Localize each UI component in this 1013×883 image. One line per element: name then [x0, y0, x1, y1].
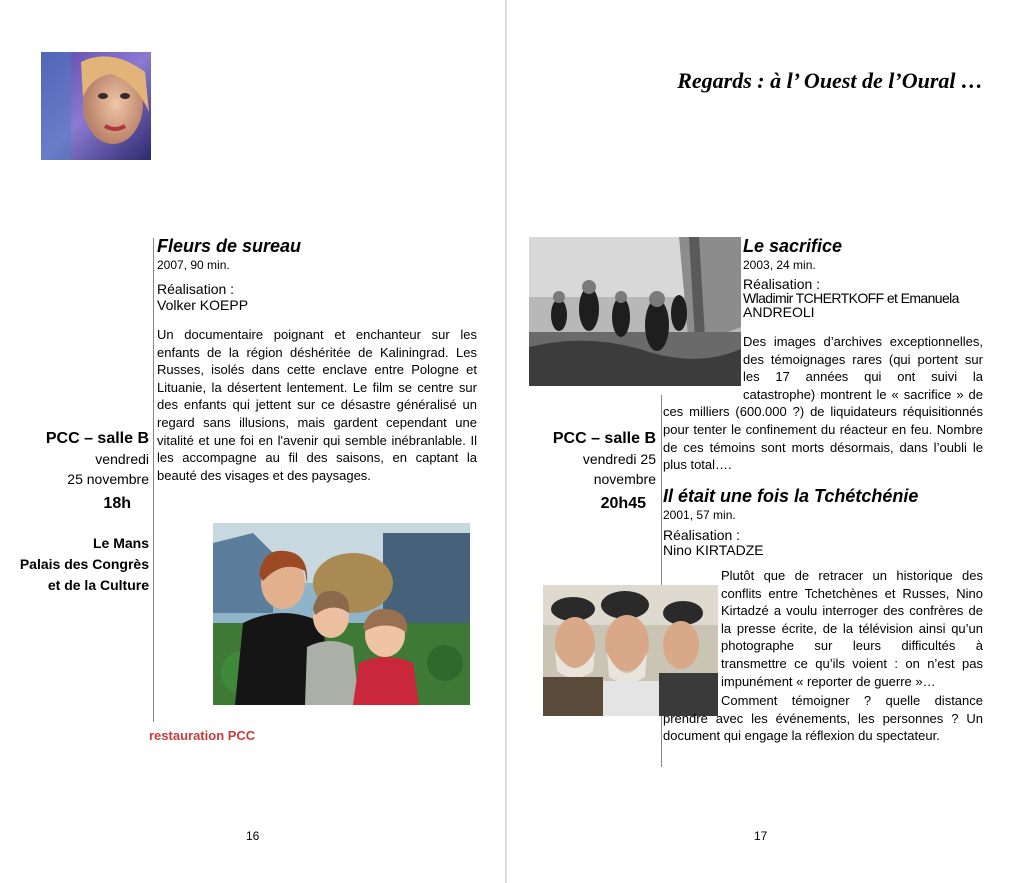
film1-synopsis [663, 333, 983, 474]
realisation-label: Réalisation : [157, 281, 235, 297]
left-page [0, 0, 505, 883]
film2-title: Il était une fois la Tchétchénie [663, 486, 919, 506]
screening-day-right: vendredi 25 [582, 451, 656, 467]
screening-place-line1: Palais des Congrès [19, 556, 149, 572]
right-page [507, 0, 1013, 883]
restauration-note: restauration PCC [149, 728, 256, 743]
film2-block [663, 486, 983, 558]
film-synopsis: Un documentaire poignant et enchanteur sur les enfants de la région déshéritée de Kaliningrad. Les Russes, isolés dans cette enclave entre Pologne et Lituanie, la désertent lentement. Le film se centre sur des enfants qui jettent sur ce désastre généralisé un regard sans illusions, mais gardent cependant une vitalité et une foi en l'avenir qui semble inébranlable. Il les accompagne au fil des saisons, en captant la beauté des visages et des paysages. [157, 327, 477, 483]
film1-meta: 2003, 24 min. [743, 258, 816, 272]
film-title: Fleurs de sureau [157, 236, 302, 256]
screening-venue-right: PCC – salle B [552, 430, 656, 447]
screening-time: 18h [103, 495, 131, 512]
screening-month-right: novembre [593, 471, 656, 487]
film1-realisation-label: Réalisation : [743, 276, 821, 292]
section-header: Regards : à l’ Ouest de l’Oural … [677, 68, 983, 93]
film-block [157, 236, 477, 484]
film1-title: Le sacrifice [743, 236, 843, 256]
screening-place-line2: et de la Culture [47, 577, 149, 593]
screening-time-right: 20h45 [600, 495, 646, 512]
film2-meta: 2001, 57 min. [663, 508, 736, 522]
film2-photo-spacer [663, 567, 721, 707]
screening-info [10, 429, 149, 596]
film2-realisation-label: Réalisation : [663, 527, 741, 543]
screening-date: 25 novembre [67, 471, 149, 487]
page-number-left: 16 [246, 829, 260, 843]
film-meta: 2007, 90 min. [157, 258, 230, 272]
film2-synopsis-text: Plutôt que de retracer un historique des conflits entre Tchetchènes et Russes, Nino Kirtadzé a voulu interroger des confrères de la presse écrite, de la télévision ainsi qu’un photographe sur leurs difficultés à transmettre ce qu’ils voient : on n’est pas impunément « reporter de guerre »… [721, 568, 983, 689]
column-divider [153, 238, 154, 722]
film1-header [743, 236, 983, 319]
film-director: Volker KOEPP [157, 297, 249, 313]
screening-city: Le Mans [92, 535, 149, 551]
film2-synopsis-text2: Comment témoigner ? quelle distance prendre avec les événements, les personnes ? Un document qui engage la réflexion du spectateur. [663, 693, 983, 744]
film1-synopsis-text: Des images d’archives exceptionnelles, des témoignages rares (qui portent sur les 17 années qui ont suivi la catastrophe) montrent le « sacrifice » de ces milliers (600.000 ?) de liquidateurs réquisitionnés pour tenter le confinement du réacteur en feu. Nombre de ces témoins sont morts désormais, dans l’oubli le plus total…. [663, 334, 983, 473]
children-photo [213, 523, 470, 705]
film2-director: Nino KIRTADZE [663, 542, 764, 558]
screening-info-right [512, 429, 656, 515]
page-number-right: 17 [754, 829, 768, 843]
film2-synopsis [663, 567, 983, 745]
screening-day: vendredi [95, 451, 149, 467]
portrait-photo [41, 52, 151, 160]
film1-photo-spacer [663, 333, 743, 403]
film1-director-line2: ANDREOLI [743, 304, 815, 320]
screening-venue: PCC – salle B [45, 430, 149, 447]
film1-director-line1: Wladimir TCHERTKOFF et Emanuela [743, 290, 959, 306]
